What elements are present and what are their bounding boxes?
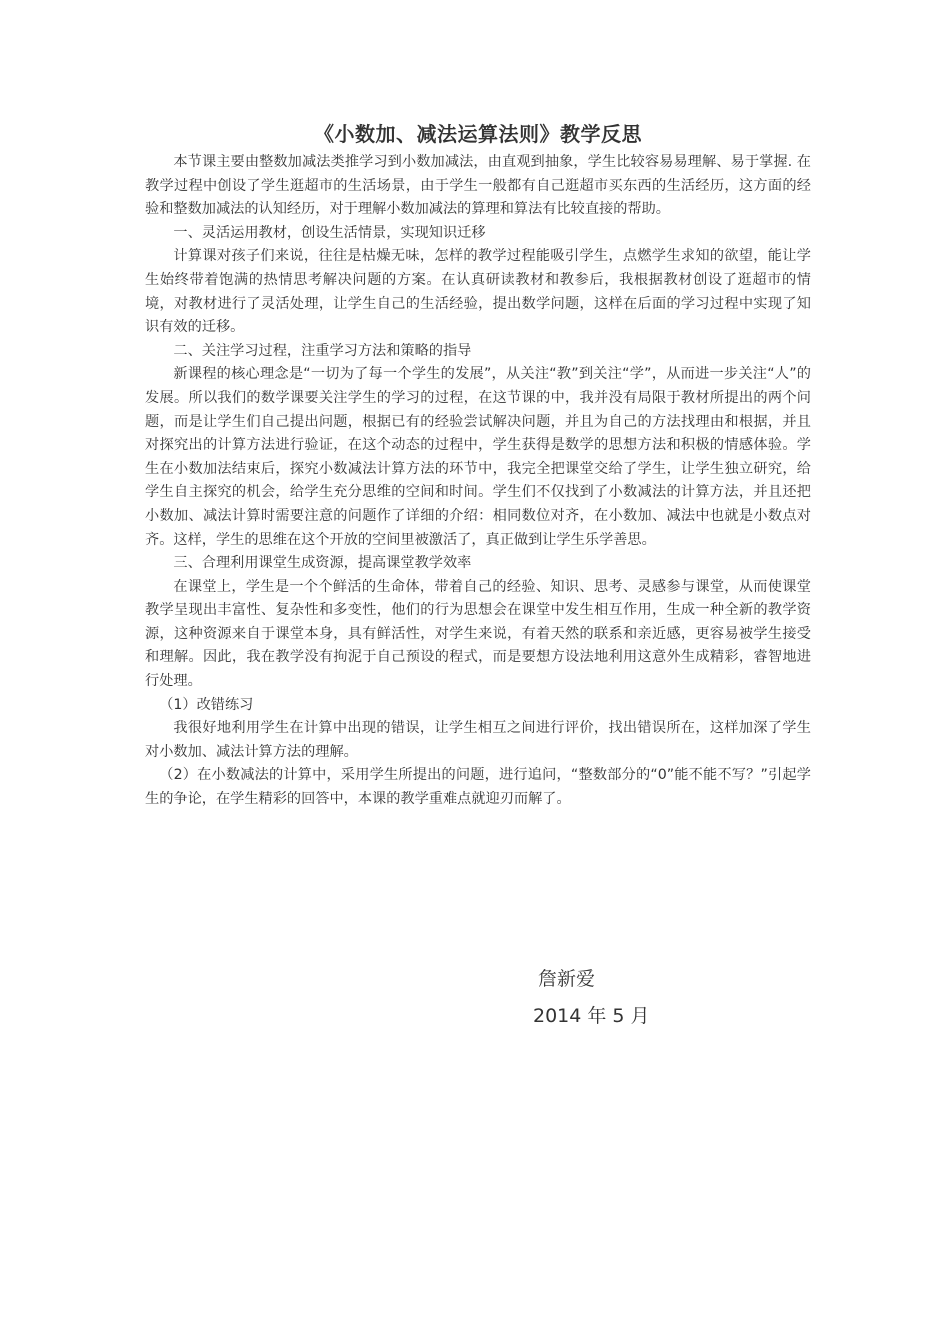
author-name: 詹新爱	[538, 968, 596, 990]
paragraph-section-2: 新课程的核心理念是“一切为了每一个学生的发展”，从关注“教”到关注“学”，从而进一步关注“人”的发展。所以我们的数学课要关注学生的学习的过程，在这节课的中，我并没有局限于教材所提出的两个问题，而是让学生们自己提出问题，根据已有的经验尝试解决问题，并且为自己的方法找理由和根据，并且对探究出的计算方法进行验证，在这个动态的过程中，学生获得是数学的思想方法和积极的情感体验。学生在小数加法结束后，探究小数减法计算方法的环节中，我完全把课堂交给了学生，让学生独立研究，给学生自主探究的机会，给学生充分思维的空间和时间。学生们不仅找到了小数减法的计算方法，并且还把小数加、减法计算时需要注意的问题作了详细的介绍：相同数位对齐，在小数加、减法中也就是小数点对齐。这样，学生的思维在这个开放的空间里被激活了，真正做到让学生乐学善思。	[145, 366, 811, 548]
subheading-error-practice: （1）改错练习	[159, 696, 254, 713]
document-title: 《小数加、减法运算法则》教学反思	[314, 122, 642, 146]
paragraph-questioning: （2）在小数减法的计算中，采用学生所提出的问题，进行追问，“整数部分的“0”能不能不写？”引起学生的争论，在学生精彩的回答中，本课的教学重难点就迎刃而解了。	[145, 767, 811, 808]
document-date: 2014 年 5 月	[533, 1005, 650, 1027]
paragraph-intro: 本节课主要由整数加减法类推学习到小数加减法，由直观到抽象，学生比较容易易理解、易于掌握. 在教学过程中创设了学生逛超市的生活场景，由于学生一般都有自己逛超市买东西的生活经历，这方面的经验和整数加减法的认知经历，对于理解小数加减法的算理和算法有比较直接的帮助。	[145, 154, 811, 218]
paragraph-section-3: 在课堂上，学生是一个个鲜活的生命体，带着自己的经验、知识、思考、灵感参与课堂，从而使课堂教学呈现出丰富性、复杂性和多变性，他们的行为思想会在课堂中发生相互作用，生成一种全新的教学资源，这种资源来自于课堂本身，具有鲜活性，对学生来说，有着天然的联系和亲近感，更容易被学生接受和理解。因此，我在教学没有拘泥于自己预设的程式，而是要想方设法地利用这意外生成精彩，睿智地进行处理。	[145, 578, 811, 690]
paragraph-section-1: 计算课对孩子们来说，往往是枯燥无味，怎样的教学过程能吸引学生，点燃学生求知的欲望，能让学生始终带着饱满的热情思考解决问题的方案。在认真研读教材和教参后，我根据教材创设了逛超市的情境，对教材进行了灵活处理，让学生自己的生活经验，提出数学问题，这样在后面的学习过程中实现了知识有效的迁移。	[145, 248, 811, 336]
section-heading-1: 一、灵活运用教材，创设生活情景，实现知识迁移	[173, 224, 486, 241]
paragraph-error-practice: 我很好地利用学生在计算中出现的错误，让学生相互之间进行评价，找出错误所在，这样加深了学生对小数加、减法计算方法的理解。	[145, 720, 811, 760]
section-heading-3: 三、合理利用课堂生成资源，提高课堂教学效率	[173, 555, 472, 572]
section-heading-2: 二、关注学习过程，注重学习方法和策略的指导	[173, 342, 472, 359]
document-body	[145, 118, 811, 812]
